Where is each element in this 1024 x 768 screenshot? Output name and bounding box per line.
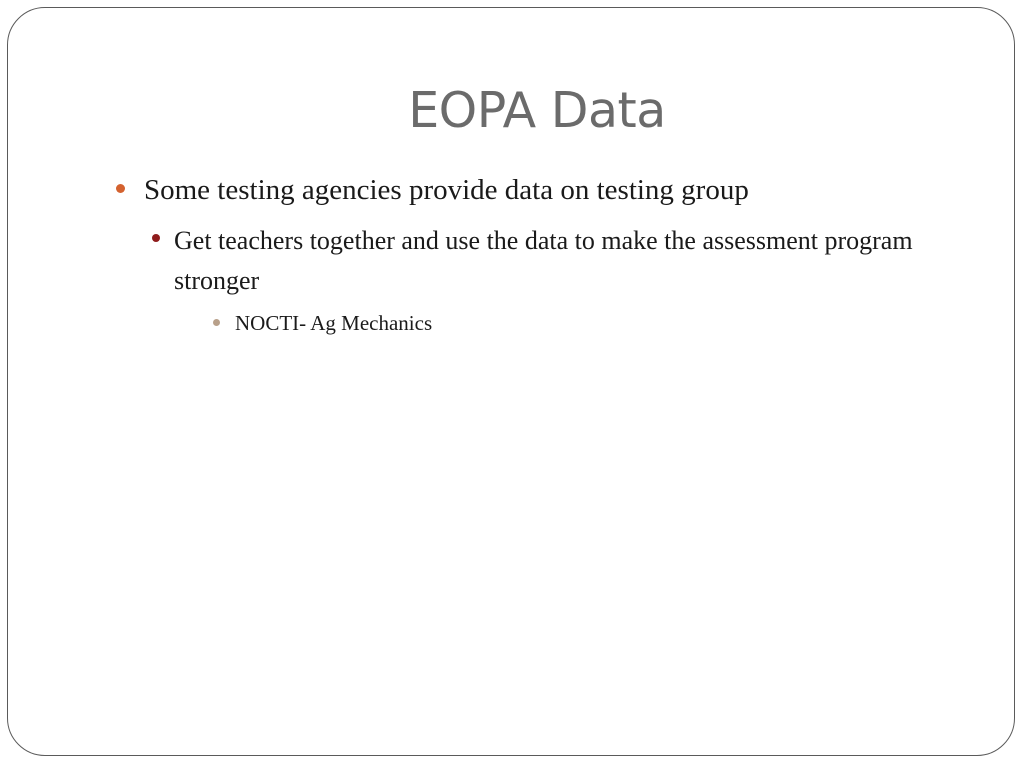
bullet-text: Get teachers together and use the data to make the assessment program stronger [174,226,913,295]
bullet-dot-icon [213,319,220,326]
slide-title: EOPA Data [408,82,666,139]
bullet-item-level-1 [144,171,749,209]
bullet-dot-icon [116,184,125,193]
bullet-dot-icon [152,234,160,242]
bullet-item-level-3 [235,310,432,336]
bullet-text: NOCTI- Ag Mechanics [235,311,433,335]
bullet-text: Some testing agencies provide data on testing group [144,174,749,206]
bullet-item-level-2 [174,221,964,301]
